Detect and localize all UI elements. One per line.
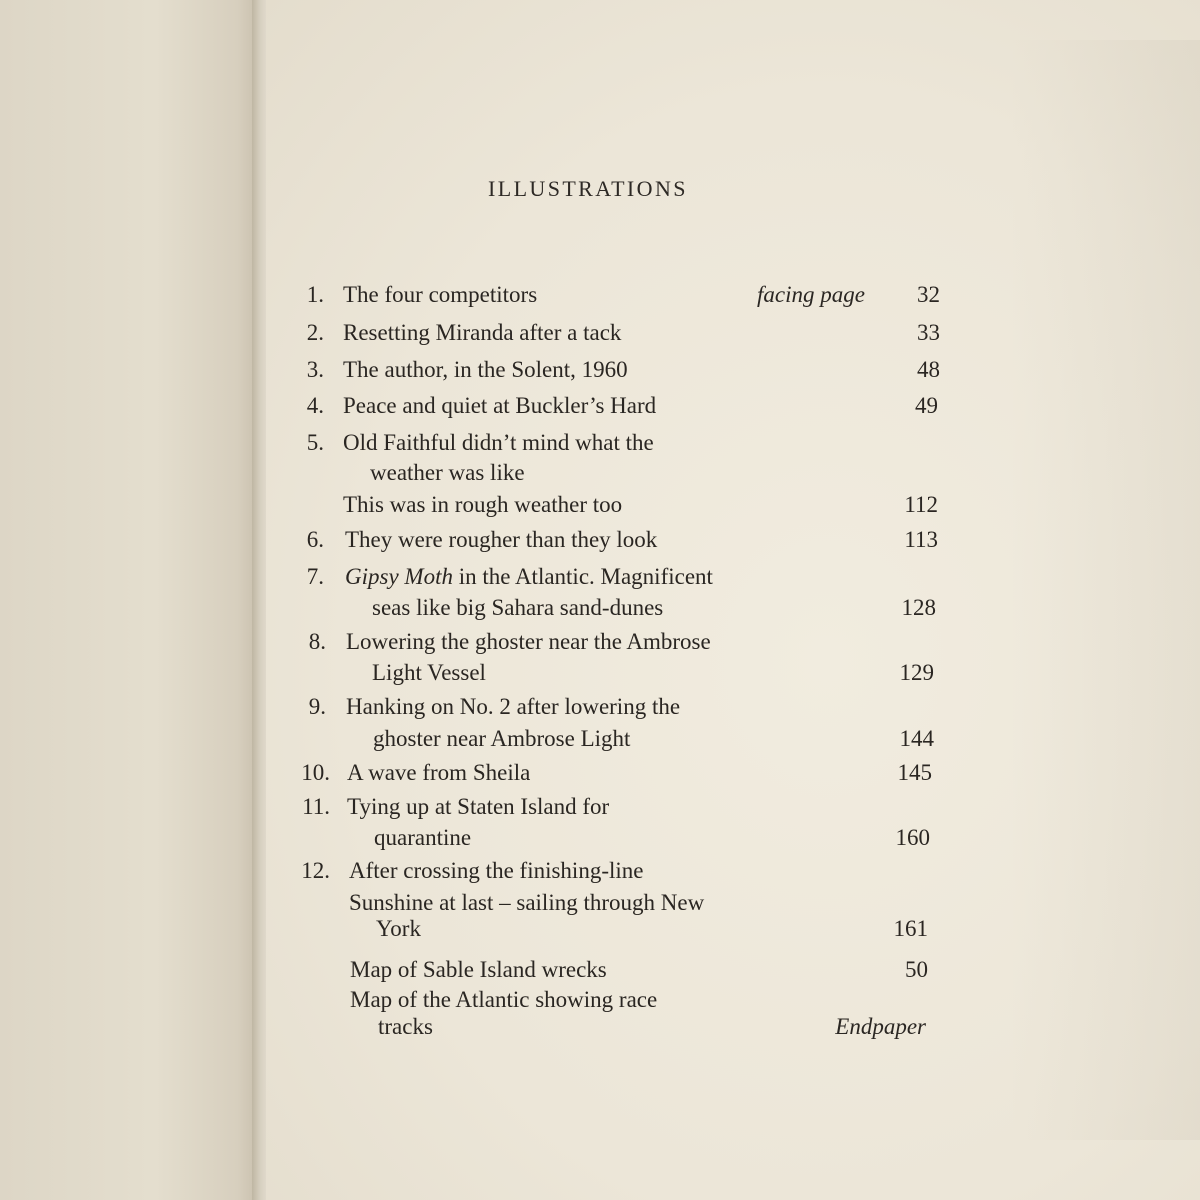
item-number: 11. — [302, 794, 330, 819]
page-number: 50 — [905, 957, 928, 982]
page-number: 161 — [893, 916, 928, 941]
vessel-name: Gipsy Moth — [345, 564, 453, 589]
item-number: 2. — [306, 320, 324, 345]
page-number: 144 — [899, 726, 934, 751]
item-caption: Map of Sable Island wrecks — [350, 957, 607, 982]
item-number: 6. — [306, 527, 324, 552]
item-caption: The author, in the Solent, 1960 — [343, 357, 628, 382]
item-caption: Light Vessel — [372, 660, 486, 685]
facing-page-label: facing page — [757, 282, 865, 307]
page-number: 112 — [904, 492, 938, 517]
item-number: 3. — [306, 357, 324, 382]
item-caption: They were rougher than they look — [345, 527, 658, 552]
page-number: Endpaper — [835, 1014, 926, 1039]
item-number: 9. — [308, 694, 326, 719]
item-caption: quarantine — [374, 825, 472, 850]
item-number: 10. — [301, 760, 330, 785]
item-number: 12. — [301, 858, 330, 883]
item-caption: A wave from Sheila — [347, 760, 531, 785]
item-number: 5. — [306, 430, 324, 455]
item-caption: weather was like — [370, 460, 525, 485]
item-caption: tracks — [378, 1014, 433, 1039]
item-number: 4. — [306, 393, 324, 418]
item-number: 7. — [306, 564, 324, 589]
item-caption: Resetting Miranda after a tack — [343, 320, 622, 345]
page-number: 128 — [901, 595, 936, 620]
page-number: 32 — [917, 282, 940, 307]
page-number: 160 — [895, 825, 930, 850]
item-number: 8. — [308, 629, 326, 654]
item-caption: The four competitors — [343, 282, 538, 307]
page-number: 33 — [917, 320, 940, 345]
page-number: 48 — [917, 357, 940, 382]
item-caption: York — [376, 916, 421, 941]
page-number: 129 — [899, 660, 934, 685]
page-number: 49 — [915, 393, 938, 418]
page-title: ILLUSTRATIONS — [488, 176, 688, 201]
item-caption: Hanking on No. 2 after lowering the — [346, 694, 681, 719]
item-caption: Peace and quiet at Buckler’s Hard — [343, 393, 657, 418]
item-caption: This was in rough weather too — [343, 492, 623, 517]
item-number: 1. — [306, 282, 324, 307]
item-caption: Lowering the ghoster near the Ambrose — [346, 629, 711, 654]
item-caption — [345, 562, 713, 592]
item-caption: ghoster near Ambrose Light — [373, 726, 631, 751]
item-caption: Old Faithful didn’t mind what the — [343, 430, 654, 455]
page-number: 113 — [904, 527, 938, 552]
page-number: 145 — [897, 760, 932, 785]
item-caption: Map of the Atlantic showing race — [350, 987, 658, 1012]
item-caption: Sunshine at last – sailing through New — [349, 890, 705, 915]
item-caption: After crossing the finishing-line — [349, 858, 644, 883]
item-caption: Tying up at Staten Island for — [347, 794, 610, 819]
item-caption-rest: in the Atlantic. Magnificent — [452, 564, 713, 589]
item-caption: seas like big Sahara sand-dunes — [372, 595, 664, 620]
